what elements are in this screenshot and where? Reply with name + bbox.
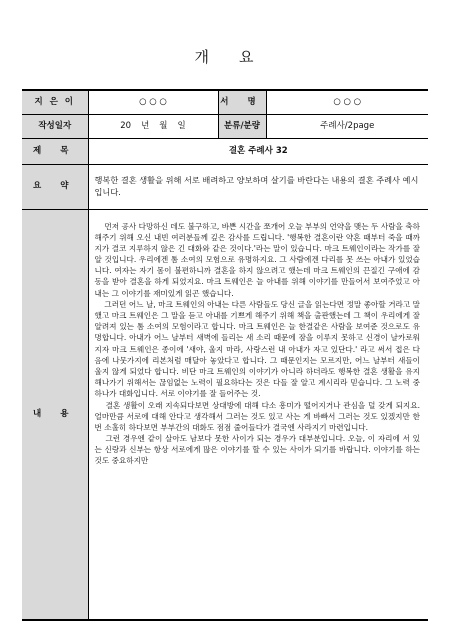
summary-row: [22, 164, 428, 209]
content-row: [22, 209, 428, 620]
title-part-2: 요: [239, 48, 256, 66]
author-row: [22, 90, 428, 114]
date-day-unit: 일: [177, 120, 186, 131]
content-paragraph-1: 먼저 공사 다망하신 데도 불구하고, 바쁜 시간을 쪼개어 오늘 부부의 언약을 맺는 두 사람을 축하해주기 위해 오신 내빈 여러분들께 깊은 감사를 드립니다. '행복한 결혼이란 약혼 때부터 죽을 때까지가 결코 지루하지 않은 긴 대화와 같은 것이다.'라는 말이 있습니다. 마크 트웨인이라는 작가를 잘 알 것입니다. 우리에겐 톰 소여의 모험으로 유명하지요. 그 사람에겐 다리를 못 쓰는 아내가 있었습니다. 여자는 자기 몸이 불편하니까 결혼을 하지 않으려고 했는데 마크 트웨인의 끈질긴 구애에 감동을 받아 결혼을 하게 되었지요. 마크 트웨인은 늘 아내를 위해 이야기를 만들어서 보여주었고 아내는 그 이야기를 재미있게 읽곤 했습니다.: [94, 221, 423, 298]
date-label: 작성일자: [22, 114, 88, 138]
subject-row: [22, 138, 428, 164]
author-label: 지 은 이: [22, 90, 88, 114]
date-row: [22, 114, 428, 138]
title-part-1: 개: [194, 48, 211, 66]
date-month-unit: 월: [159, 120, 168, 131]
subject-label: 제 목: [22, 138, 88, 164]
content-body: [88, 209, 428, 620]
name-value: ○ ○ ○: [266, 90, 428, 114]
document-title: [0, 46, 450, 67]
summary-value: 행복한 결혼 생활을 위해 서로 배려하고 양보하며 살기를 바란다는 내용의 결혼 주례사 예시입니다.: [88, 164, 428, 209]
subject-value: 결혼 주례사 32: [88, 138, 428, 164]
date-year: 20: [120, 120, 132, 131]
content-paragraph-3: 결혼 생활이 오래 지속되다보면 상대방에 대해 다소 흥미가 떨어지거나 관심을 덜 갖게 되지요. 얼마만큼 서로에 대해 안다고 생각해서 그러는 것도 있고 사는 게 바빠서 그러는 것도 있겠지만 한번 소홀히 하다보면 부부간의 대화도 점점 줄어들다가 결국엔 사라지기 마련입니다.: [94, 400, 423, 432]
content-label: 내 용: [22, 209, 88, 620]
name-label: 서 명: [218, 90, 266, 114]
content-paragraph-2: 그러던 어느 날, 마크 트웨인의 아내는 다른 사람들도 당신 글을 읽는다면 정말 좋아할 거라고 말했고 마크 트웨인은 그 말을 듣고 아내를 기쁘게 해주기 위해 책을 출판했는데 그 책이 우리에게 잘 알려져 있는 톰 소여의 모험이라고 합니다. 마크 트웨인은 늘 한결같은 사람을 보여준 것으로도 유명합니다. 아내가 어느 날부터 새벽에 들리는 새 소리 때문에 잠을 이루지 못하고 신경이 날카로워지자 마크 트웨인은 종이에 '새야, 울지 마라, 사랑스런 내 아내가 자고 있단다.' 라고 써서 접은 다음에 나뭇가지에 리본처럼 매달아 놓았다고 합니다. 그 때문인지는 모르지만, 어느 날부터 새들이 울지 않게 되었다 합니다. 비단 마크 트웨인의 이야기가 아니라 하더라도 행복한 결혼 생활을 유지해나가기 위해서는 끊임없는 노력이 필요하다는 것은 다들 잘 알고 계시리라 믿습니다. 그 노력 중 하나가 대화입니다. 서로 이야기를 잘 들어주는 것.: [94, 299, 423, 399]
date-value: [88, 114, 218, 138]
content-paragraph-4: 그런 경우엔 같이 살아도 남보다 못한 사이가 되는 경우가 대부분입니다. 오늘, 이 자리에 서 있는 신랑과 신부는 항상 서로에게 많은 이야기를 할 수 있는 사이가 되기를 바랍니다. 이야기를 하는 것도 중요하지만: [94, 434, 423, 466]
date-year-unit: 년: [141, 120, 150, 131]
category-label: 분류/분량: [218, 114, 266, 138]
author-value: ○ ○ ○: [88, 90, 218, 114]
summary-form-table: [22, 89, 428, 621]
category-value: 주례사/2page: [266, 114, 428, 138]
summary-label: 요 약: [22, 164, 88, 209]
